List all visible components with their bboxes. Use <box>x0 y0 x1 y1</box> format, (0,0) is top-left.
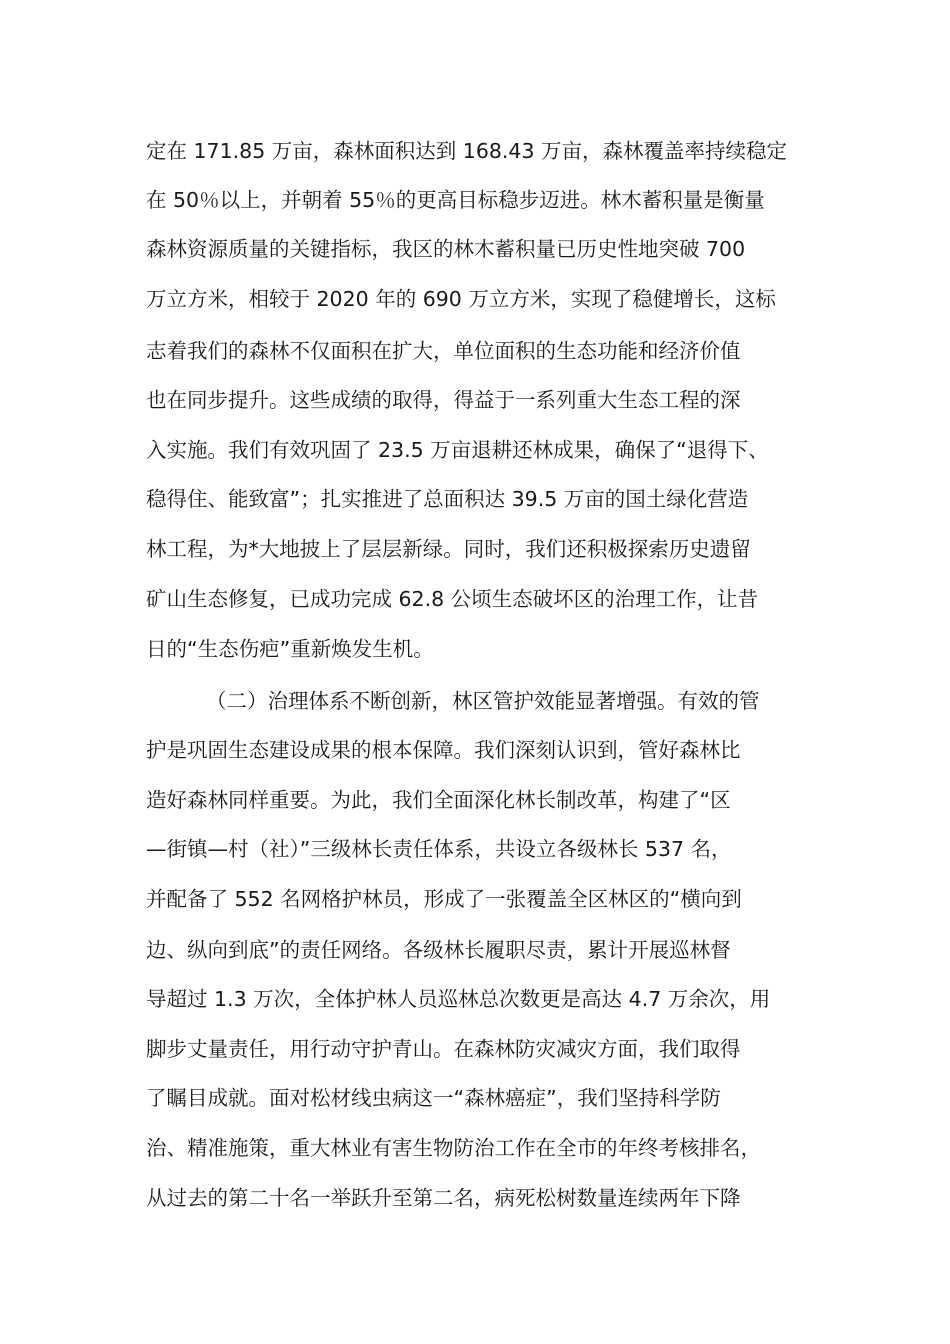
text-line: 林工程，为*大地披上了层层新绿。同时，我们还积极探索历史遗留 <box>146 537 751 561</box>
text-line: 从过去的第二十名一举跃升至第二名，病死松树数量连续两年下降 <box>146 1186 741 1210</box>
text-line: 入实施。我们有效巩固了 23.5 万亩退耕还林成果，确保了“退得下、 <box>146 438 769 462</box>
text-line: 造好森林同样重要。为此，我们全面深化林长制改革，构建了“区 <box>146 788 731 812</box>
text-line: 护是巩固生态建设成果的根本保障。我们深刻认识到，管好森林比 <box>146 738 741 762</box>
text-line: 定在 171.85 万亩，森林面积达到 168.43 万亩，森林覆盖率持续稳定 <box>146 139 788 163</box>
text-line: 了瞩目成就。面对松材线虫病这一“森林癌症”，我们坚持科学防 <box>146 1086 721 1110</box>
text-line: 边、纵向到底”的责任网络。各级林长履职尽责，累计开展巡林督 <box>146 938 731 962</box>
section-heading-line: （二）治理体系不断创新，林区管护效能显著增强。有效的管 <box>206 689 760 713</box>
text-line: 日的“生态伤疤”重新焕发生机。 <box>146 637 434 661</box>
text-line: 森林资源质量的关键指标，我区的林木蓄积量已历史性地突破 700 <box>146 237 746 261</box>
text-line: 志着我们的森林不仅面积在扩大，单位面积的生态功能和经济价值 <box>146 339 741 363</box>
text-line: 并配备了 552 名网格护林员，形成了一张覆盖全区林区的“横向到 <box>146 887 742 911</box>
text-line: 也在同步提升。这些成绩的取得，得益于一系列重大生态工程的深 <box>146 388 741 412</box>
text-line: —街镇—村（社）”三级林长责任体系，共设立各级林长 537 名， <box>146 837 732 861</box>
text-line: 万立方米，相较于 2020 年的 690 万立方米，实现了稳健增长，这标 <box>146 287 776 311</box>
text-line: 矿山生态修复，已成功完成 62.8 公顷生态破坏区的治理工作，让昔 <box>146 587 759 611</box>
text-line: 导超过 1.3 万次，全体护林人员巡林总次数更是高达 4.7 万余次，用 <box>146 987 771 1011</box>
text-line: 在 50％以上，并朝着 55％的更高目标稳步迈进。林木蓄积量是衡量 <box>146 188 765 212</box>
text-line: 治、精准施策，重大林业有害生物防治工作在全市的年终考核排名， <box>146 1136 761 1160</box>
text-line: 脚步丈量责任，用行动守护青山。在森林防灾减灾方面，我们取得 <box>146 1037 741 1061</box>
text-line: 稳得住、能致富”；扎实推进了总面积达 39.5 万亩的国土绿化营造 <box>146 487 749 511</box>
